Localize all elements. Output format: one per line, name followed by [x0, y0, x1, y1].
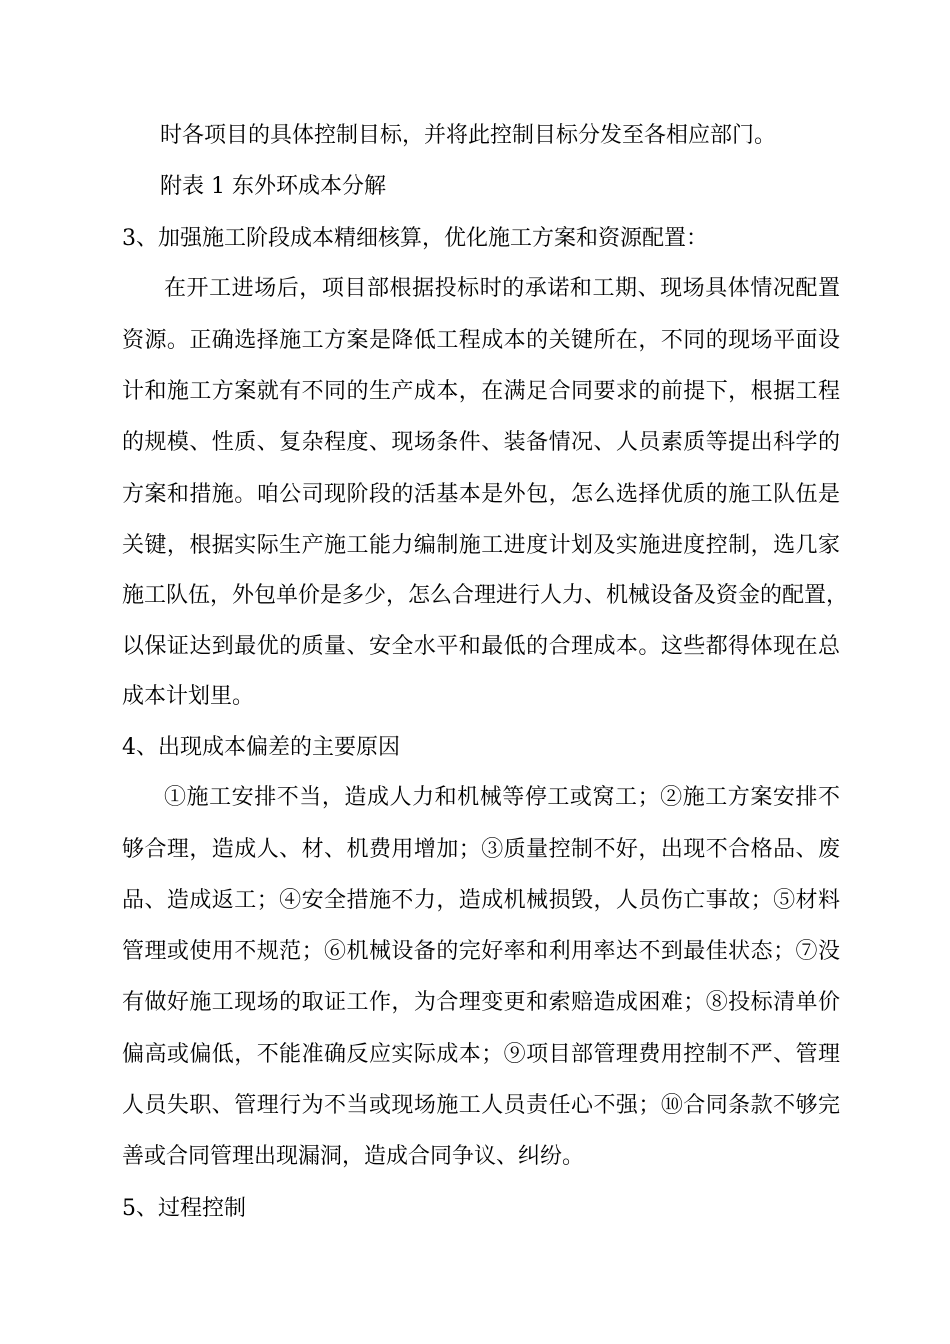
- section-heading-3: 3、加强施工阶段成本精细核算，优化施工方案和资源配置：: [122, 226, 708, 251]
- paragraph-line: 品、造成返工；④安全措施不力，造成机械损毁，人员伤亡事故；⑤材料: [122, 888, 840, 913]
- paragraph-line: 关键，根据实际生产施工能力编制施工进度计划及实施进度控制，选几家: [122, 533, 840, 558]
- paragraph-line: 有做好施工现场的取证工作，为合理变更和索赔造成困难；⑧投标清单价: [122, 990, 840, 1015]
- section-heading-4: 4、出现成本偏差的主要原因: [122, 735, 400, 760]
- paragraph-line: 时各项目的具体控制目标，并将此控制目标分发至各相应部门。: [160, 123, 777, 148]
- paragraph-line: 够合理，造成人、材、机费用增加；③质量控制不好，出现不合格品、废: [122, 837, 840, 862]
- paragraph-line: 在开工进场后，项目部根据投标时的承诺和工期、现场具体情况配置: [164, 276, 840, 301]
- section-heading-5: 5、过程控制: [122, 1196, 246, 1221]
- paragraph-line: 善或合同管理出现漏洞，造成合同争议、纠纷。: [122, 1144, 585, 1169]
- paragraph-line: 的规模、性质、复杂程度、现场条件、装备情况、人员素质等提出科学的: [122, 430, 840, 455]
- paragraph-line: 资源。正确选择施工方案是降低工程成本的关键所在，不同的现场平面设: [122, 328, 840, 353]
- paragraph-line: ①施工安排不当，造成人力和机械等停工或窝工；②施工方案安排不: [164, 785, 840, 810]
- paragraph-line: 成本计划里。: [122, 684, 255, 709]
- paragraph-line: 施工队伍，外包单价是多少，怎么合理进行人力、机械设备及资金的配置，: [122, 583, 849, 608]
- paragraph-line: 管理或使用不规范；⑥机械设备的完好率和利用率达不到最佳状态；⑦没: [122, 939, 840, 964]
- table-reference: 附表 1 东外环成本分解: [160, 174, 386, 199]
- paragraph-line: 偏高或偏低，不能准确反应实际成本；⑨项目部管理费用控制不严、管理: [122, 1042, 840, 1067]
- paragraph-line: 以保证达到最优的质量、安全水平和最低的合理成本。这些都得体现在总: [122, 634, 840, 659]
- paragraph-line: 方案和措施。咱公司现阶段的活基本是外包，怎么选择优质的施工队伍是: [122, 482, 840, 507]
- paragraph-line: 计和施工方案就有不同的生产成本，在满足合同要求的前提下，根据工程: [122, 379, 840, 404]
- paragraph-line: 人员失职、管理行为不当或现场施工人员责任心不强；⑩合同条款不够完: [122, 1093, 840, 1118]
